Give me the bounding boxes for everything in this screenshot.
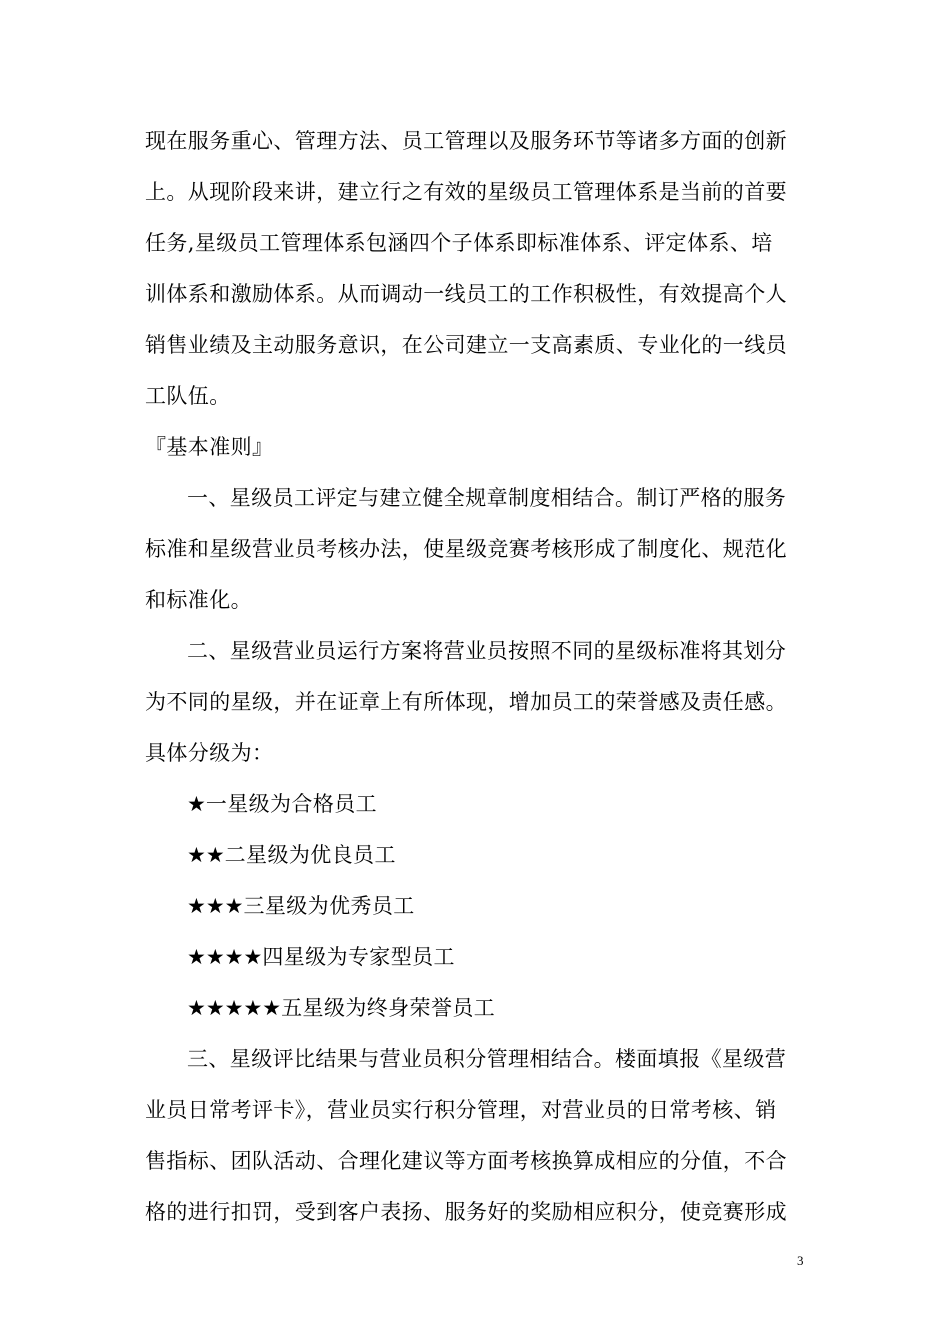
text-line: 和标准化。 bbox=[145, 588, 252, 612]
text-line: 业员日常考评卡》，营业员实行积分管理，对营业员的日常考核、销 bbox=[145, 1098, 777, 1122]
star-level-label: 一星级为合格员工 bbox=[205, 792, 378, 816]
principle-3-paragraph bbox=[145, 1034, 805, 1238]
page-number: 3 bbox=[797, 1253, 804, 1268]
star-level-label: 四星级为专家型员工 bbox=[262, 945, 455, 969]
document-body bbox=[145, 116, 805, 1238]
star-level-item bbox=[145, 932, 805, 983]
star-level-label: 五星级为终身荣誉员工 bbox=[281, 996, 496, 1020]
star-icon: ★★★ bbox=[187, 894, 244, 918]
text-line: 格的进行扣罚，受到客户表扬、服务好的奖励相应积分，使竞赛形成 bbox=[145, 1200, 787, 1224]
text-line: 销售业绩及主动服务意识，在公司建立一支高素质、专业化的一线员 bbox=[145, 333, 787, 357]
principle-2-paragraph bbox=[145, 626, 805, 779]
star-level-item bbox=[145, 983, 805, 1034]
intro-paragraph bbox=[145, 116, 805, 422]
text-line: 上。从现阶段来讲，建立行之有效的星级员工管理体系是当前的首要 bbox=[145, 180, 787, 204]
principle-1-paragraph bbox=[145, 473, 805, 626]
text-line: 标准和星级营业员考核办法，使星级竞赛考核形成了制度化、规范化 bbox=[145, 537, 787, 561]
text-line: 现在服务重心、管理方法、员工管理以及服务环节等诸多方面的创新 bbox=[145, 129, 787, 153]
star-icon: ★★★★ bbox=[187, 945, 263, 969]
text-line: 任务,星级员工管理体系包涵四个子体系即标准体系、评定体系、培 bbox=[145, 231, 773, 255]
star-level-list bbox=[145, 779, 805, 1034]
section-heading: 『基本准则』 bbox=[145, 435, 274, 459]
text-line: 售指标、团队活动、合理化建议等方面考核换算成相应的分值，不合 bbox=[145, 1149, 787, 1173]
text-line: 三、星级评比结果与营业员积分管理相结合。楼面填报《星级营 bbox=[187, 1047, 787, 1071]
text-line: 训体系和激励体系。从而调动一线员工的工作积极性，有效提高个人 bbox=[145, 282, 787, 306]
star-level-item bbox=[145, 779, 805, 830]
star-icon: ★ bbox=[187, 792, 206, 816]
text-line: 具体分级为： bbox=[145, 741, 274, 765]
star-level-item bbox=[145, 881, 805, 932]
text-line: 二、星级营业员运行方案将营业员按照不同的星级标准将其划分 bbox=[187, 639, 787, 663]
star-icon: ★★★★★ bbox=[187, 996, 282, 1020]
text-line: 一、星级员工评定与建立健全规章制度相结合。制订严格的服务 bbox=[187, 486, 787, 510]
text-line: 为不同的星级，并在证章上有所体现，增加员工的荣誉感及责任感。 bbox=[145, 690, 787, 714]
star-level-item bbox=[145, 830, 805, 881]
star-icon: ★★ bbox=[187, 843, 225, 867]
text-line: 工队伍。 bbox=[145, 384, 231, 408]
star-level-label: 三星级为优秀员工 bbox=[243, 894, 415, 918]
star-level-label: 二星级为优良员工 bbox=[224, 843, 396, 867]
